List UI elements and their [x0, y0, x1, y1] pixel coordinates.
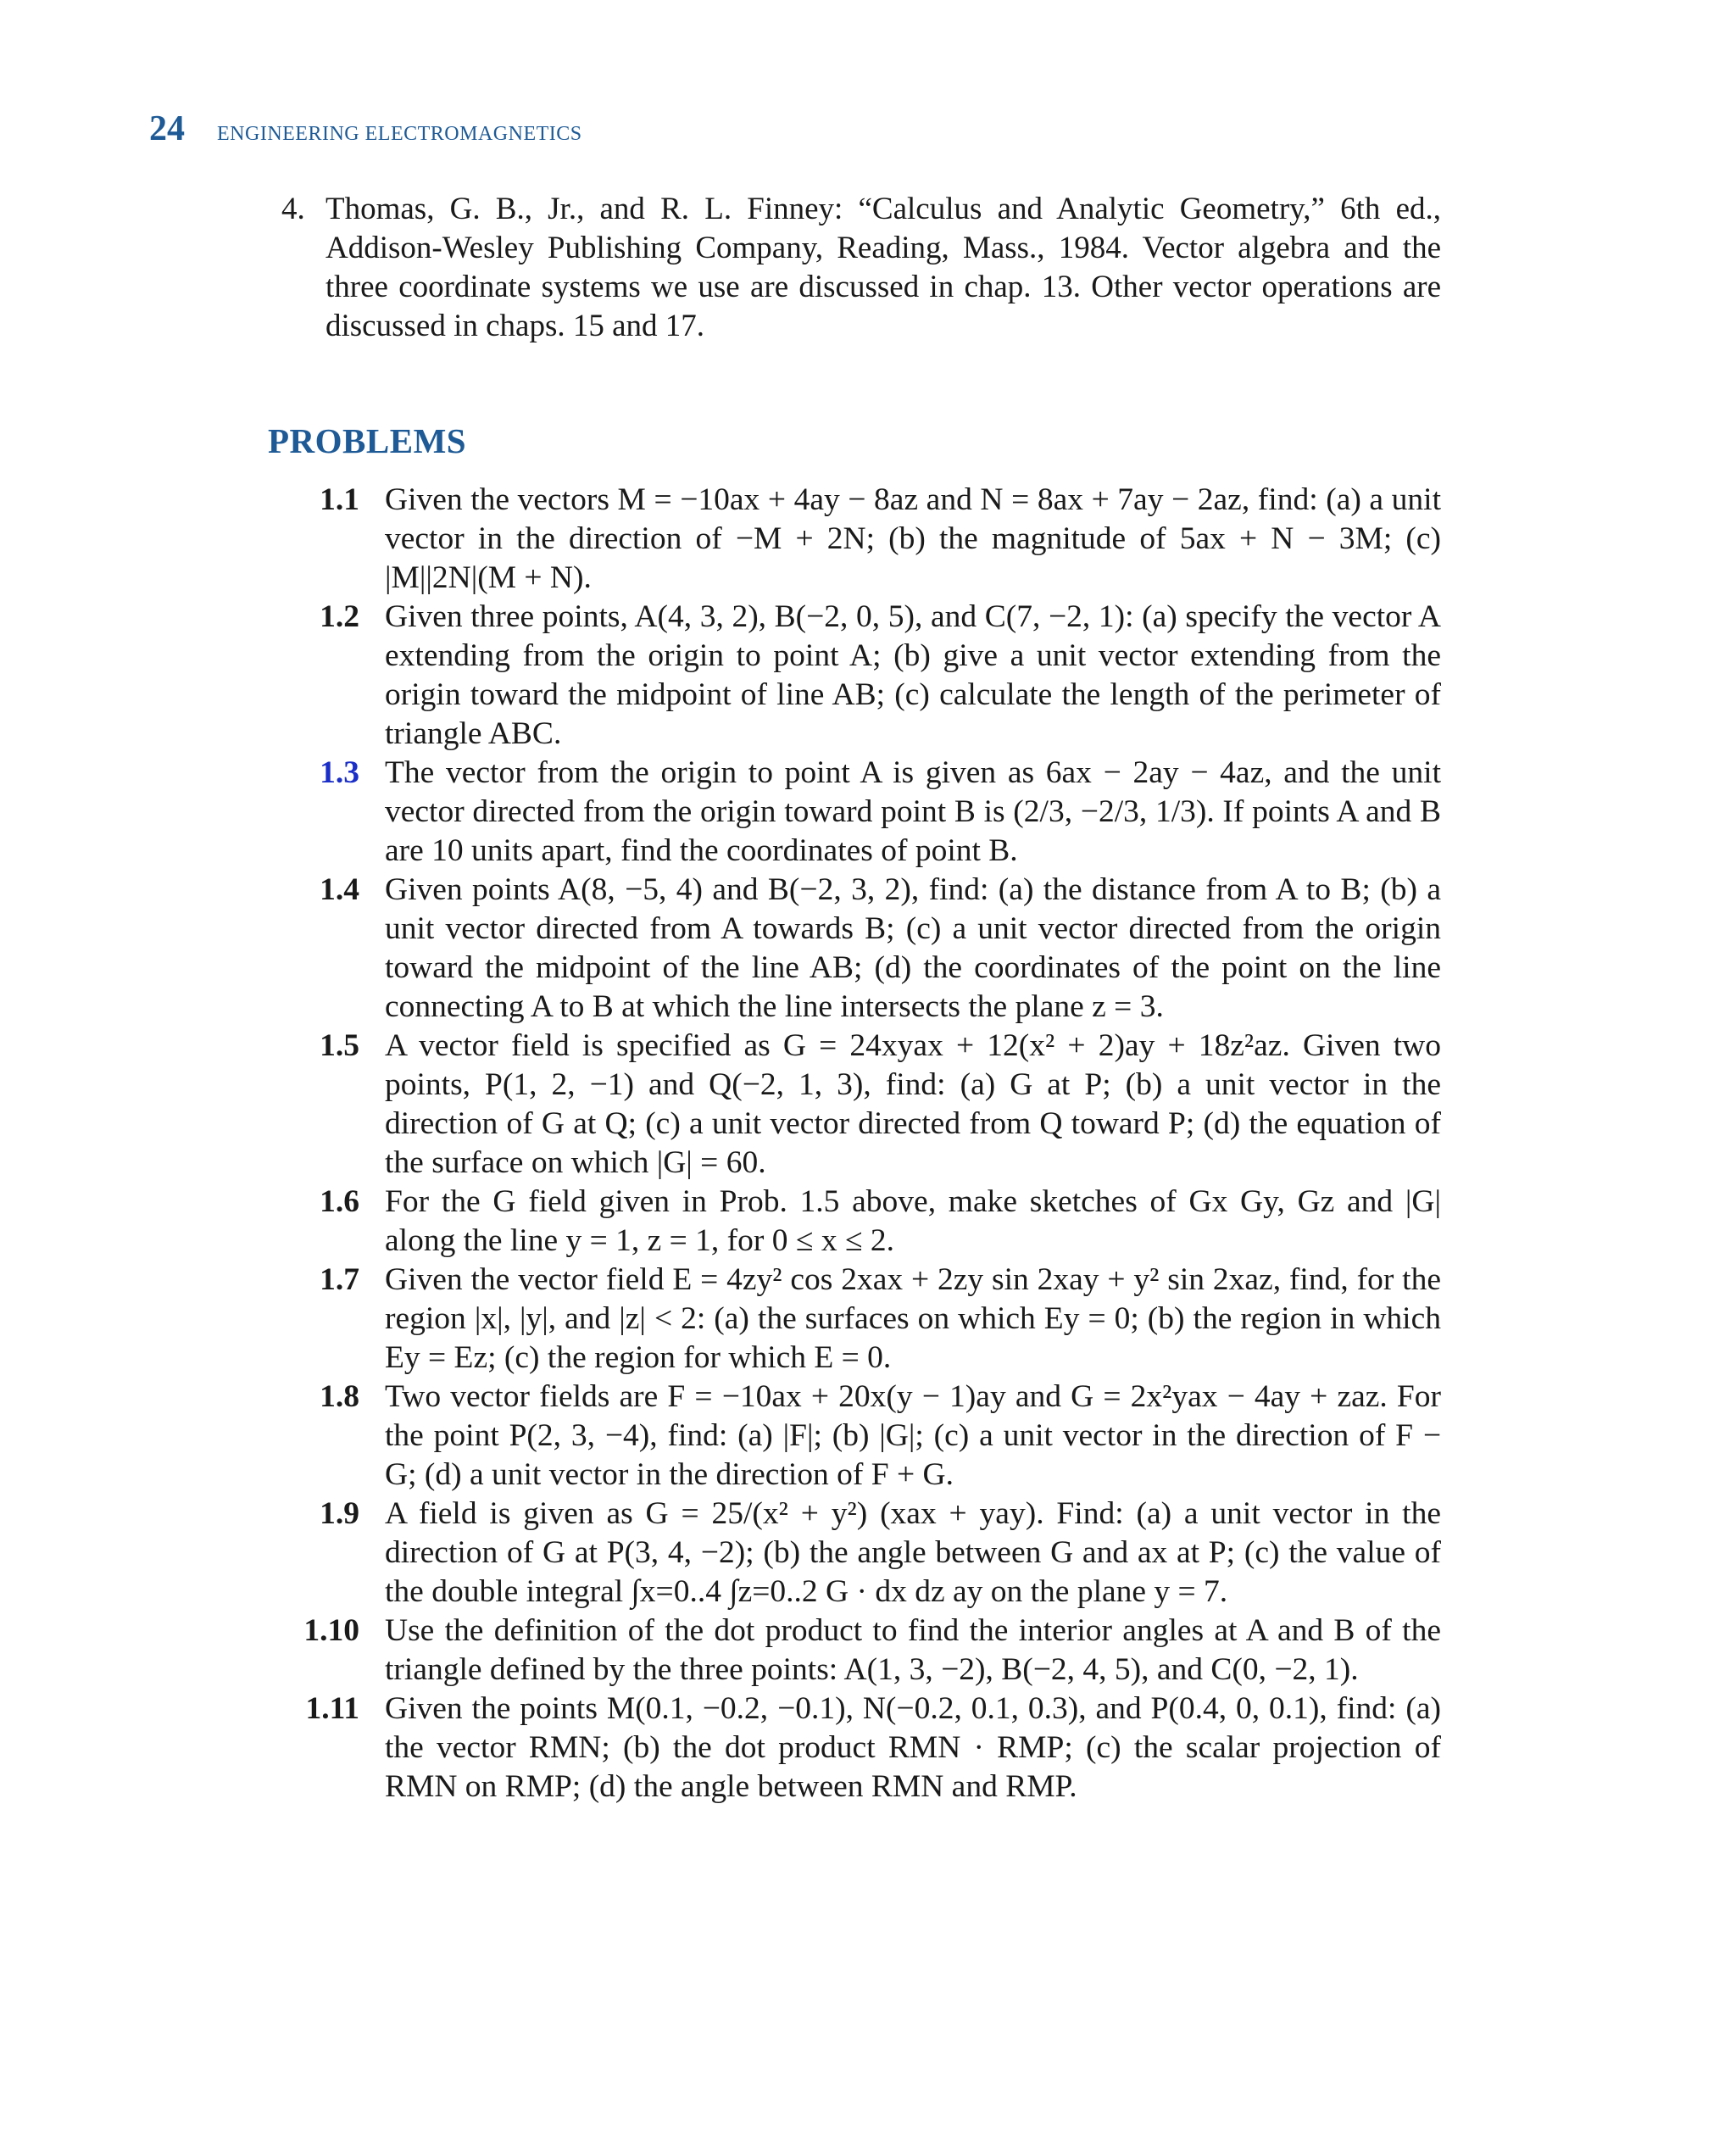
problem-text: Given three points, A(4, 3, 2), B(−2, 0, 5), and C(7, −2, 1): (a) specify the vector A extending from the origin to point A; (b) give a unit vector extending from the origin toward the midpoint of line AB; (c) calculate the length of the perimeter of triangle ABC.: [385, 599, 1441, 751]
problem-text: Given points A(8, −5, 4) and B(−2, 3, 2), find: (a) the distance from A to B; (b) a unit vector directed from A towards B; (c) a unit vector directed from the origin toward the midpoint of the line AB; (d) the coordinates of the point on the line connecting A to B at which the line intersects the plane z = 3.: [385, 872, 1441, 1024]
problem-item: [288, 871, 1441, 1027]
running-head: [149, 109, 582, 159]
problem-text: Given the points M(0.1, −0.2, −0.1), N(−0.2, 0.1, 0.3), and P(0.4, 0, 0.1), find: (a) the vector RMN; (b) the dot product RMN · RMP; (c) the scalar projection of RMN on RMP; (d) the angle between RMN and RMP.: [385, 1691, 1441, 1804]
problem-text: Given the vector field E = 4zy² cos 2xax + 2zy sin 2xay + y² sin 2xaz, find, for the region |x|, |y|, and |z| < 2: (a) the surfaces on which Ey = 0; (b) the region in which Ey = Ez; (c) the region for which E = 0.: [385, 1262, 1441, 1375]
problem-item: [288, 1183, 1441, 1261]
problem-text: Use the definition of the dot product to find the interior angles at A and B of the triangle defined by the three points: A(1, 3, −2), B(−2, 4, 5), and C(0, −2, 1).: [385, 1613, 1441, 1687]
problem-text: Two vector fields are F = −10ax + 20x(y − 1)ay and G = 2x²yax − 4ay + zaz. For the point P(2, 3, −4), find: (a) |F|; (b) |G|; (c) a unit vector in the direction of F − G; (d) a unit vector in the direction of F + G.: [385, 1379, 1441, 1492]
problem-item: [288, 1612, 1441, 1690]
problem-item: [288, 1261, 1441, 1378]
problem-number: 1.4: [320, 872, 359, 907]
problem-text: The vector from the origin to point A is given as 6ax − 2ay − 4az, and the unit vector directed from the origin toward point B is (2/3, −2/3, 1/3). If points A and B are 10 units apart, find the coordinates of point B.: [385, 755, 1441, 868]
problem-text: A field is given as G = 25/(x² + y²) (xax + yay). Find: (a) a unit vector in the direction of G at P(3, 4, −2); (b) the angle between G and ax at P; (c) the value of the double integral ∫x=0..4 ∫z=0..2 G · dx dz ay on the plane y = 7.: [385, 1496, 1441, 1609]
problem-text: A vector field is specified as G = 24xyax + 12(x² + 2)ay + 18z²az. Given two points, P(1, 2, −1) and Q(−2, 1, 3), find: (a) G at P; (b) a unit vector in the direction of G at Q; (c) a unit vector directed from Q toward P; (d) the equation of the surface on which |G| = 60.: [385, 1028, 1441, 1180]
problem-item: [288, 598, 1441, 754]
problem-number: 1.5: [320, 1028, 359, 1063]
reference-number: 4.: [281, 192, 305, 226]
problem-text: Given the vectors M = −10ax + 4ay − 8az and N = 8ax + 7ay − 2az, find: (a) a unit vector in the direction of −M + 2N; (b) the magnitude of 5ax + N − 3M; (c) |M||2N|(M + N).: [385, 482, 1441, 595]
book-title: ENGINEERING ELECTROMAGNETICS: [217, 123, 582, 145]
problem-number: 1.9: [320, 1496, 359, 1531]
problem-number-link[interactable]: 1.3: [320, 755, 359, 790]
problem-item: [288, 1378, 1441, 1495]
problem-number: 1.1: [320, 482, 359, 517]
problem-number: 1.6: [320, 1184, 359, 1219]
section-heading: PROBLEMS: [268, 421, 467, 460]
problem-number: 1.11: [305, 1691, 359, 1726]
problem-number: 1.8: [320, 1379, 359, 1414]
problem-number: 1.7: [320, 1262, 359, 1297]
problem-item: [288, 481, 1441, 598]
problem-item: [288, 754, 1441, 871]
problem-item: [288, 1690, 1441, 1807]
problem-number: 1.10: [303, 1613, 359, 1648]
problem-list: [288, 481, 1441, 1807]
problem-text: For the G field given in Prob. 1.5 above, make sketches of Gx Gy, Gz and |G| along the line y = 1, z = 1, for 0 ≤ x ≤ 2.: [385, 1184, 1441, 1258]
problem-item: [288, 1495, 1441, 1612]
page-number: 24: [149, 109, 185, 148]
problem-item: [288, 1027, 1441, 1183]
reference-text: Thomas, G. B., Jr., and R. L. Finney: “Calculus and Analytic Geometry,” 6th ed., Addison-Wesley Publishing Company, Reading, Mass., 1984. Vector algebra and the three coordinate systems we use are discussed in chap. 13. Other vector operations are discussed in chaps. 15 and 17.: [326, 192, 1441, 343]
problem-number: 1.2: [320, 599, 359, 634]
reference-entry: [281, 190, 1441, 346]
